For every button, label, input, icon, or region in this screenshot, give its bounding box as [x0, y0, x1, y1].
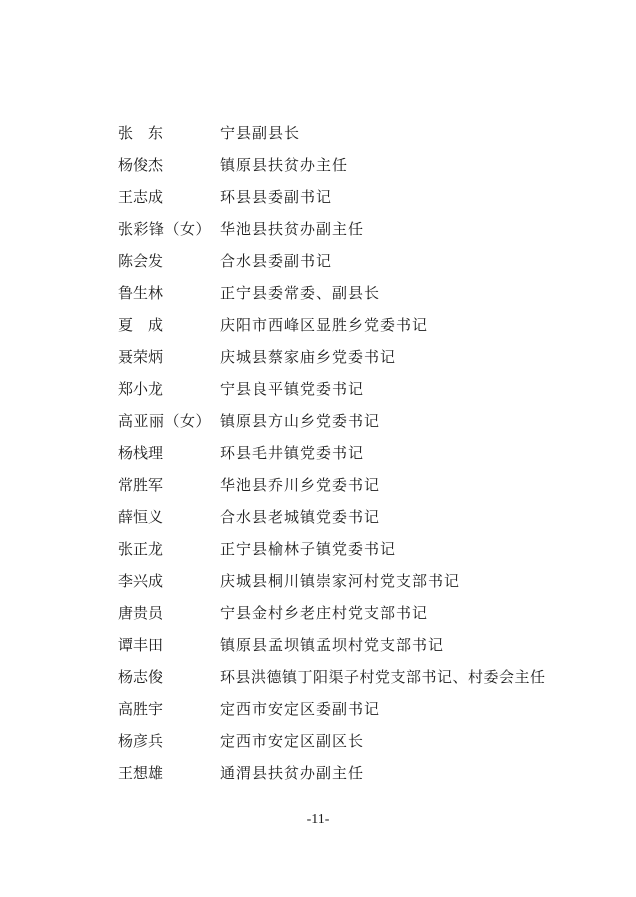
person-title: 庆阳市西峰区显胜乡党委书记 [220, 316, 429, 334]
person-name: 唐贵员 [118, 604, 164, 622]
list-item [118, 693, 618, 725]
person-title: 定西市安定区副区长 [220, 732, 365, 750]
person-title: 环县毛井镇党委书记 [220, 444, 365, 462]
person-name: 常胜军 [118, 476, 164, 494]
list-item [118, 149, 618, 181]
list-item [118, 501, 618, 533]
list-item [118, 277, 618, 309]
list-item [118, 661, 618, 693]
person-name: 高亚丽（女） [118, 412, 212, 430]
person-name: 张正龙 [118, 540, 164, 558]
page-number: -11- [306, 812, 330, 827]
list-item [118, 757, 618, 789]
person-title: 环县洪德镇丁阳渠子村党支部书记、村委会主任 [220, 668, 546, 686]
person-title: 通渭县扶贫办副主任 [220, 764, 365, 782]
list-item [118, 213, 618, 245]
person-name: 陈会发 [118, 252, 164, 270]
person-name: 张 东 [118, 124, 164, 142]
list-item [118, 725, 618, 757]
person-title: 合水县委副书记 [220, 252, 333, 270]
person-name: 王想雄 [118, 764, 164, 782]
person-name: 杨志俊 [118, 668, 164, 686]
list-item [118, 245, 618, 277]
person-name: 李兴成 [118, 572, 164, 590]
person-title: 庆城县蔡家庙乡党委书记 [220, 348, 397, 366]
list-item [118, 629, 618, 661]
list-item [118, 181, 618, 213]
person-title: 正宁县委常委、副县长 [220, 284, 381, 302]
list-item [118, 405, 618, 437]
list-item [118, 469, 618, 501]
person-title: 环县县委副书记 [220, 188, 333, 206]
person-name: 王志成 [118, 188, 164, 206]
list-item [118, 309, 618, 341]
person-title: 镇原县方山乡党委书记 [220, 412, 381, 430]
person-title: 定西市安定区委副书记 [220, 700, 381, 718]
person-name: 夏 成 [118, 316, 164, 334]
list-item [118, 373, 618, 405]
person-name: 谭丰田 [118, 636, 164, 654]
person-title: 华池县扶贫办副主任 [220, 220, 365, 238]
list-item [118, 597, 618, 629]
person-name: 杨栈理 [118, 444, 164, 462]
person-name: 聂荣炳 [118, 348, 164, 366]
person-name: 郑小龙 [118, 380, 164, 398]
person-title: 正宁县榆林子镇党委书记 [220, 540, 397, 558]
list-item [118, 565, 618, 597]
list-item [118, 533, 618, 565]
person-title: 镇原县扶贫办主任 [220, 156, 349, 174]
person-title: 庆城县桐川镇崇家河村党支部书记 [220, 572, 461, 590]
person-name: 高胜宇 [118, 700, 164, 718]
person-title: 宁县良平镇党委书记 [220, 380, 365, 398]
person-name: 杨俊杰 [118, 156, 164, 174]
person-name: 鲁生林 [118, 284, 164, 302]
person-title: 宁县金村乡老庄村党支部书记 [220, 604, 429, 622]
person-name: 薛恒义 [118, 508, 164, 526]
person-title: 宁县副县长 [220, 124, 301, 142]
personnel-list [118, 117, 618, 789]
person-name: 杨彦兵 [118, 732, 164, 750]
person-name: 张彩锋（女） [118, 220, 212, 238]
list-item [118, 117, 618, 149]
list-item [118, 437, 618, 469]
person-title: 镇原县孟坝镇孟坝村党支部书记 [220, 636, 445, 654]
person-title: 华池县乔川乡党委书记 [220, 476, 381, 494]
list-item [118, 341, 618, 373]
person-title: 合水县老城镇党委书记 [220, 508, 381, 526]
